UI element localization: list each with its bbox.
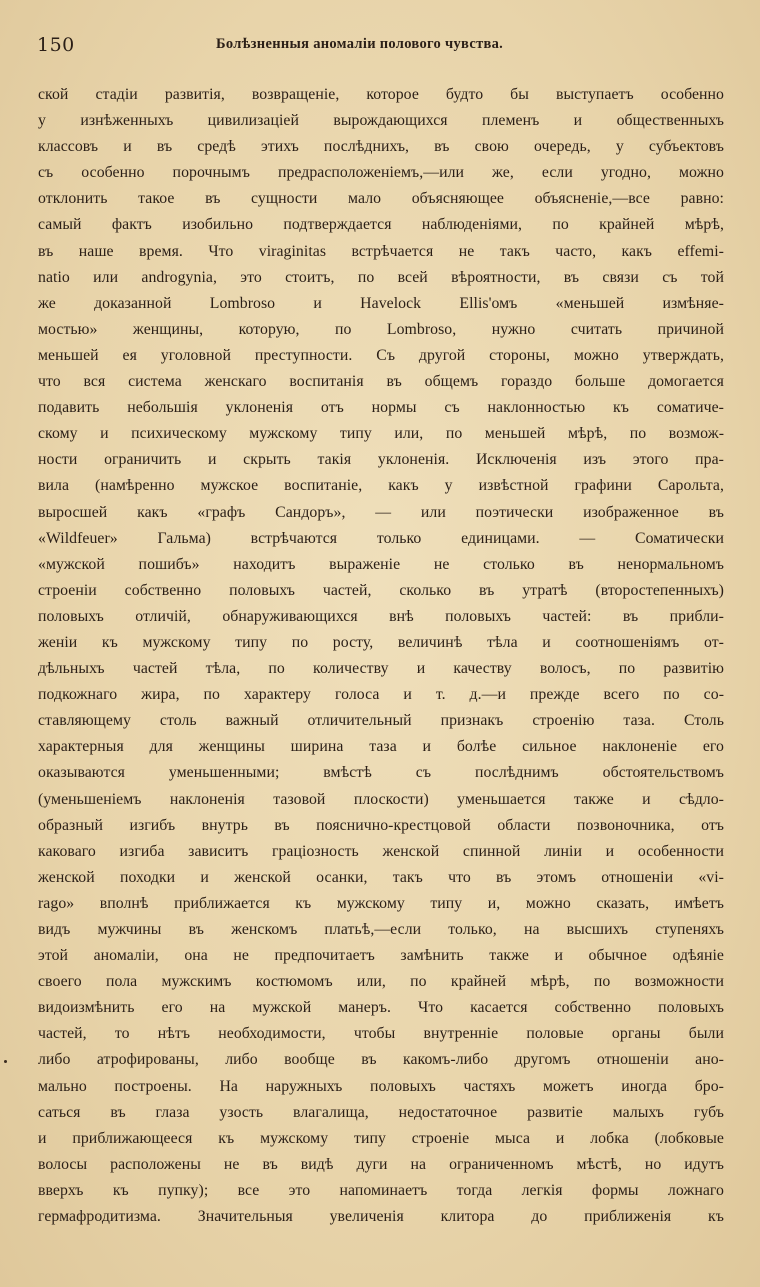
text-line: классовъ и въ средѣ этихъ послѣднихъ, въ свою очередь, у субъектовъ bbox=[38, 138, 724, 156]
text-line: rago» вполнѣ приближается къ мужскому типу и, можно сказать, имѣетъ bbox=[38, 894, 724, 912]
text-line: подавить небольшія уклоненія отъ нормы съ наклонностью къ соматиче- bbox=[38, 399, 724, 417]
text-line: ской стадіи развитія, возвращеніе, которое будто бы выступаетъ особенно bbox=[38, 86, 724, 103]
text-line: половыхъ отличій, обнаруживающихся внѣ половыхъ частей: въ прибли- bbox=[38, 607, 724, 625]
page-number: 150 bbox=[37, 34, 75, 56]
text-line: вила (намѣренно мужское воспитаніе, какъ у извѣстной графини Сарольта, bbox=[38, 477, 724, 495]
text-line: видъ мужчины въ женскомъ платьѣ,—если только, на высшихъ ступеняхъ bbox=[38, 921, 724, 938]
text-line: оказываются уменьшенными; вмѣстѣ съ послѣднимъ обстоятельствомъ bbox=[38, 764, 724, 782]
text-line: саться въ глаза узость влагалища, недостаточное развитіе малыхъ губъ bbox=[38, 1103, 724, 1121]
text-line: женіи къ мужскому типу по росту, величинѣ тѣла и соотношеніямъ от- bbox=[38, 633, 724, 651]
text-line: видоизмѣнить его на мужской манеръ. Что касается собственно половыхъ bbox=[38, 999, 724, 1017]
text-line: отклонить такое въ сущности мало объясняющее объясненіе,—все равно: bbox=[38, 190, 724, 208]
text-line: и приближающееся къ мужскому типу строеніе мыса и лобка (лобковые bbox=[38, 1129, 724, 1147]
body-text bbox=[38, 82, 724, 1230]
text-line: мостью» женщины, которую, по Lombroso, нужно считать причиной bbox=[38, 320, 724, 338]
text-line: подкожнаго жира, по характеру голоса и т. д.—и прежде всего по со- bbox=[38, 686, 724, 704]
text-line: мально построены. На наружныхъ половыхъ частяхъ можетъ иногда бро- bbox=[38, 1077, 724, 1095]
text-line: женской походки и женской осанки, такъ что въ этомъ отношеніи «vi- bbox=[38, 868, 724, 886]
text-line: своего пола мужскимъ костюмомъ или, по крайней мѣрѣ, по возможности bbox=[38, 973, 724, 991]
text-line: «мужской пошибъ» находитъ выраженіе не столько въ ненормальномъ bbox=[38, 555, 724, 573]
text-line: скому и психическому мужскому типу или, по меньшей мѣрѣ, по возмож- bbox=[38, 425, 724, 443]
text-line: же доказанной Lombroso и Havelock Ellis'омъ «меньшей измѣняе- bbox=[38, 294, 724, 312]
text-line: гермафродитизма. Значительныя увеличенія клитора до приближенія къ bbox=[38, 1208, 724, 1226]
text-line: самый фактъ изобильно подтверждается наблюденіями, по крайней мѣрѣ, bbox=[38, 216, 724, 234]
text-line: natio или androgynia, это стоитъ, по всей вѣроятности, въ связи съ той bbox=[38, 268, 724, 286]
text-line: съ особенно порочнымъ предрасположеніемъ,—или же, если угодно, можно bbox=[38, 164, 724, 182]
text-line: частей, то нѣтъ необходимости, чтобы внутренніе половые органы были bbox=[38, 1025, 724, 1043]
text-line: выросшей какъ «графъ Сандоръ», — или поэтически изображенное въ bbox=[38, 503, 724, 521]
text-line: ности ограничить и скрыть такія уклоненія. Исключенія изъ этого пра- bbox=[38, 451, 724, 469]
running-head: Болѣзненныя аномаліи полового чувства. bbox=[216, 36, 504, 52]
text-line: (уменьшеніемъ наклоненія тазовой плоскости) уменьшается также и сѣдло- bbox=[38, 790, 724, 808]
text-line: у изнѣженныхъ цивилизаціей вырождающихся племенъ и общественныхъ bbox=[38, 112, 724, 130]
text-line: въ наше время. Что viraginitas встрѣчается не такъ часто, какъ effemi- bbox=[38, 242, 724, 260]
text-line: характерныя для женщины ширина таза и болѣе сильное наклоненіе его bbox=[38, 738, 724, 756]
text-line: строеніи собственно половыхъ частей, сколько въ утратѣ (второстепенныхъ) bbox=[38, 581, 724, 599]
margin-speck bbox=[4, 1060, 7, 1063]
text-line: «Wildfeuer» Гальма) встрѣчаются только единицами. — Соматически bbox=[38, 529, 724, 547]
text-line: вверхъ къ пупку); все это напоминаетъ тогда легкія формы ложнаго bbox=[38, 1181, 724, 1199]
text-line: каковаго изгиба зависитъ граціозность женской спинной линіи и особенности bbox=[38, 842, 724, 860]
text-line: что вся система женскаго воспитанія въ общемъ гораздо больше домогается bbox=[38, 373, 724, 391]
text-line: меньшей ея уголовной преступности. Съ другой стороны, можно утверждать, bbox=[38, 346, 724, 364]
text-line: либо атрофированы, либо вообще въ какомъ-либо другомъ отношеніи ано- bbox=[38, 1051, 724, 1069]
text-line: дѣльныхъ частей тѣла, по количеству и качеству волосъ, по развитію bbox=[38, 660, 724, 678]
text-line: ставляющему столь важный отличительный признакъ строенію таза. Столь bbox=[38, 712, 724, 730]
text-line: этой аномаліи, она не предпочитаетъ замѣнить также и обычное одѣяніе bbox=[38, 947, 724, 965]
text-line: образный изгибъ внутрь въ пояснично-крестцовой области позвоночника, отъ bbox=[38, 816, 724, 834]
text-line: волосы расположены не въ видѣ дуги на ограниченномъ мѣстѣ, но идутъ bbox=[38, 1155, 724, 1173]
